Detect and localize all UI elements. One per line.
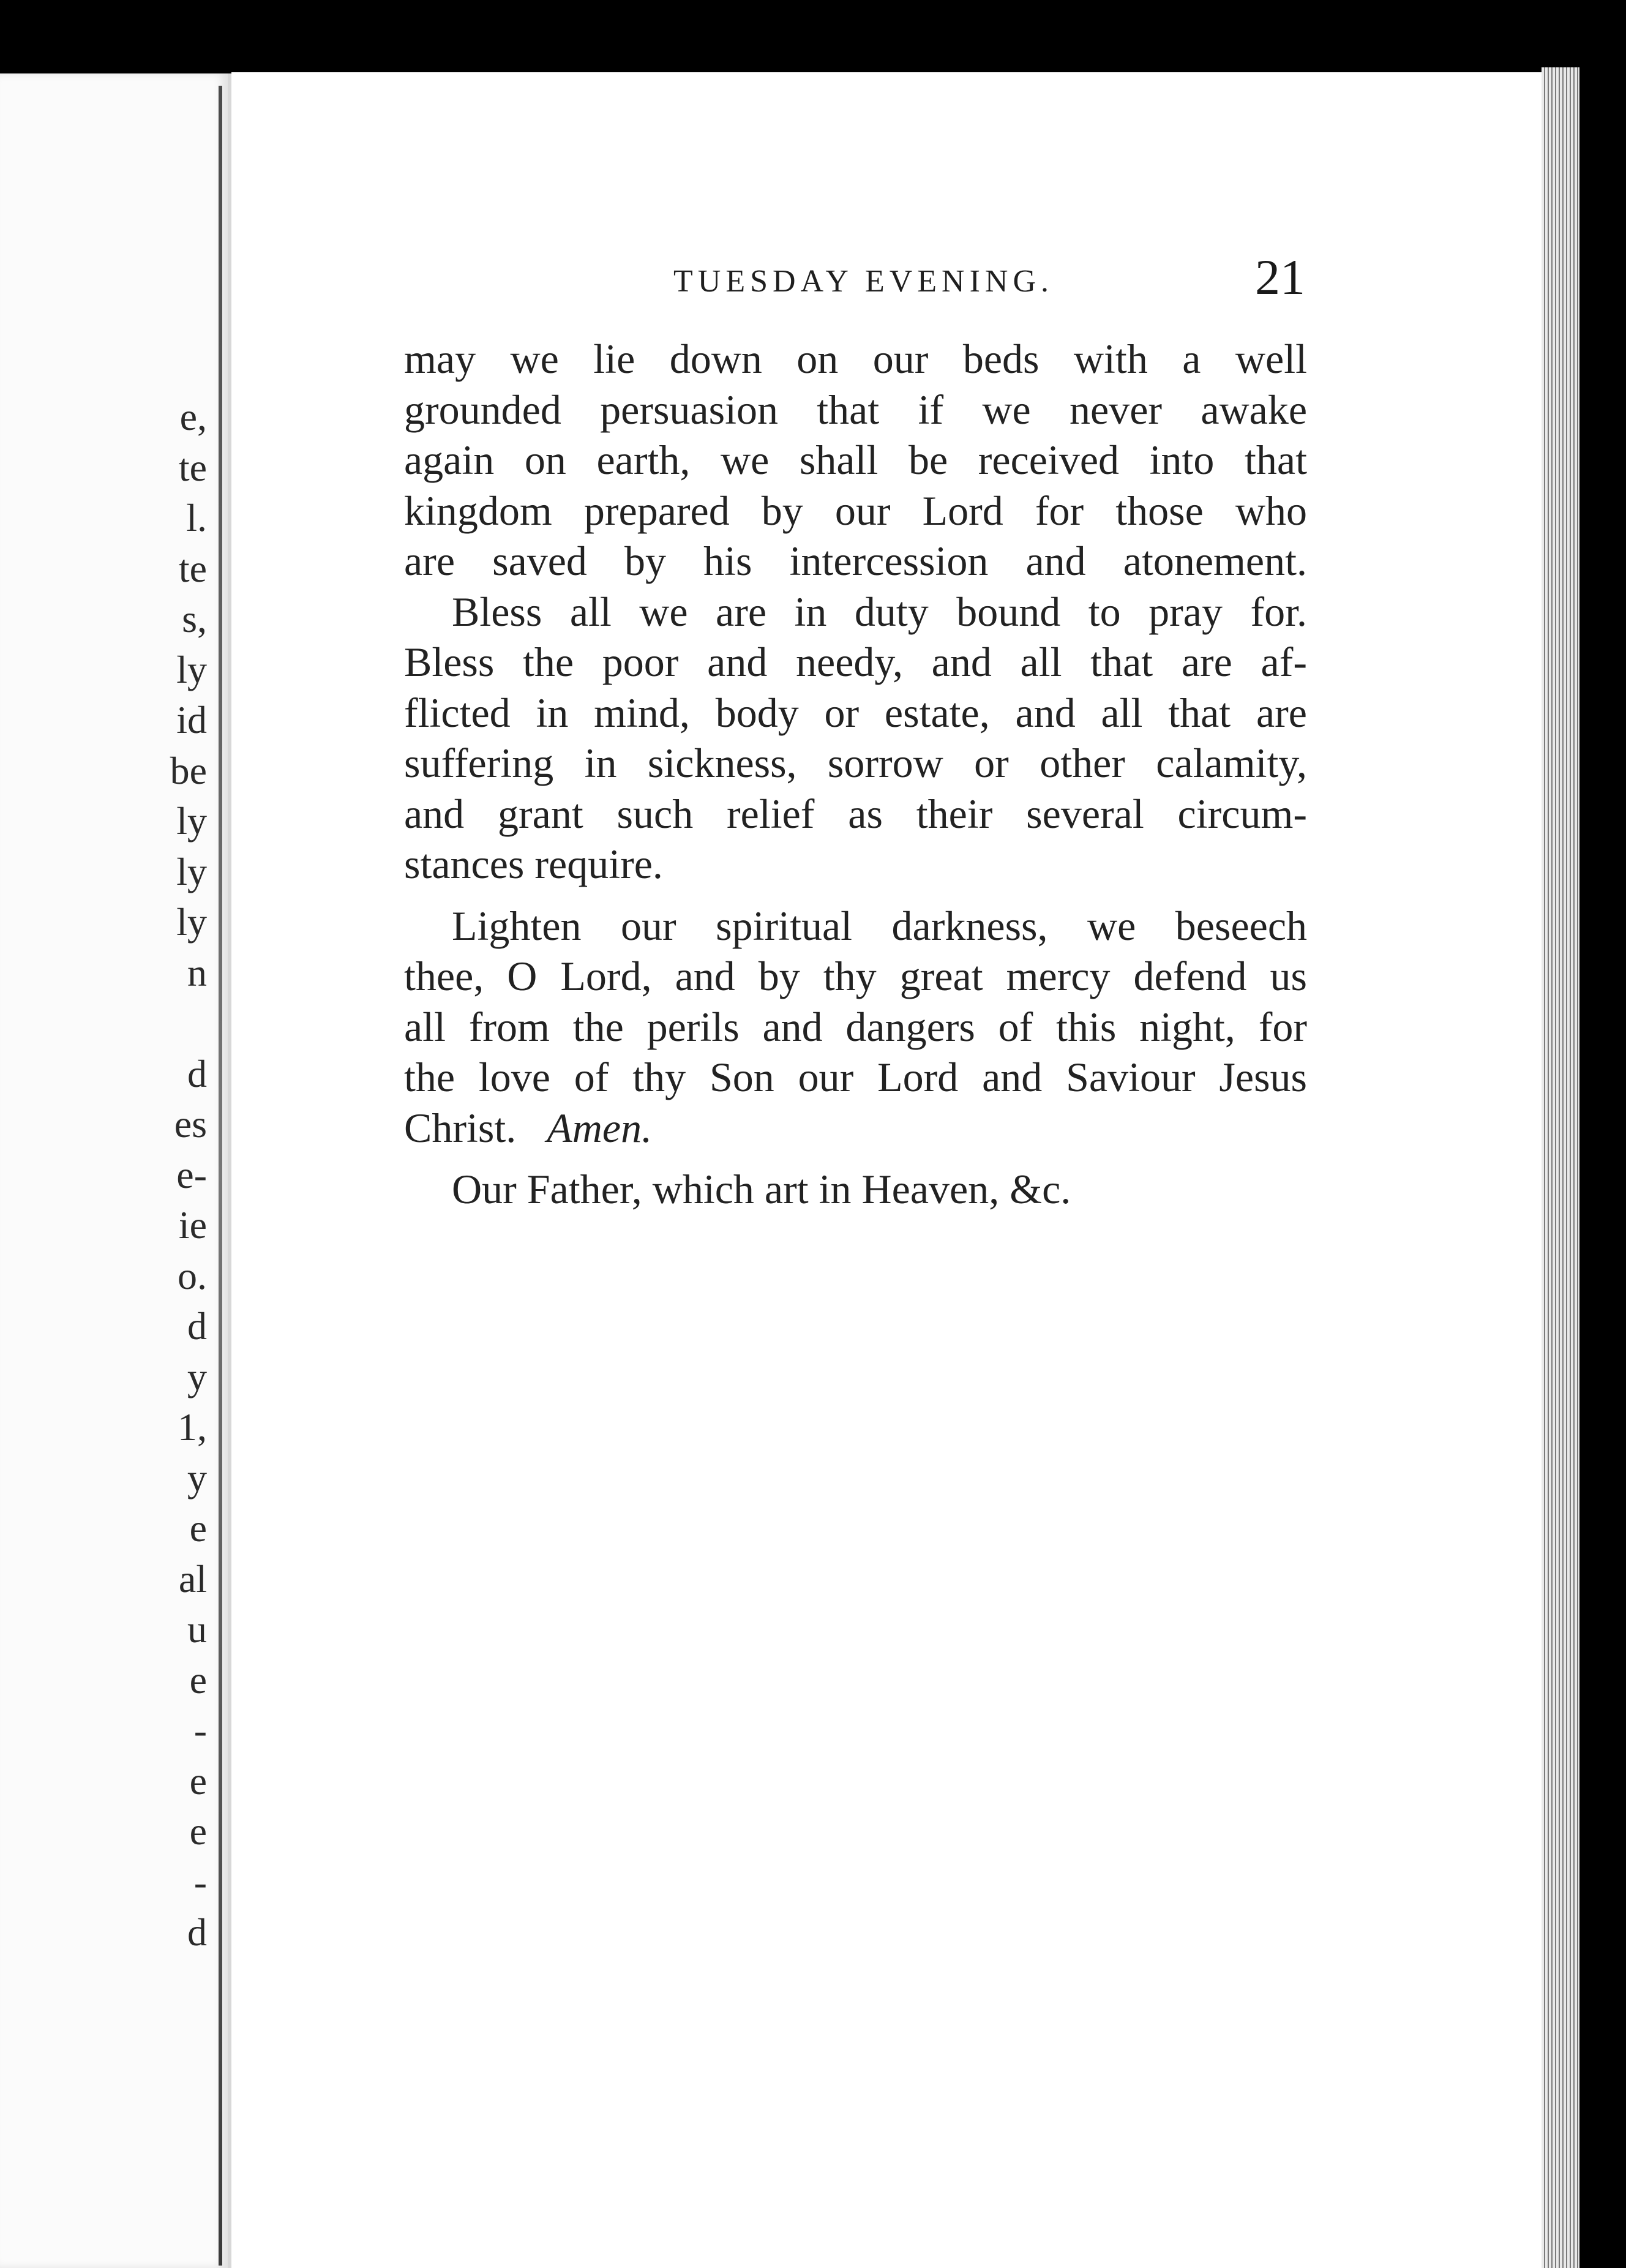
fragment: y: [187, 1354, 207, 1399]
fragment: d: [187, 1051, 207, 1095]
page-number: 21: [1255, 249, 1305, 305]
page-edges: [1542, 67, 1579, 2268]
fragment: ly: [176, 799, 207, 843]
text-line: may we lie down on our beds with a well: [404, 336, 1307, 382]
fragment: [170, 998, 207, 1049]
page-body: [404, 334, 1307, 1215]
fragment: e,: [179, 395, 207, 438]
text-line: suffering in sickness, sorrow or other calamity,: [404, 740, 1307, 786]
fragment: e: [189, 1506, 207, 1550]
text-line: again on earth, we shall be received into that: [404, 437, 1307, 483]
fragment: ly: [176, 900, 207, 944]
fragment: al: [178, 1556, 207, 1601]
fragment: 1,: [178, 1405, 207, 1449]
fragment: o.: [178, 1253, 207, 1297]
text-line: Bless the poor and needy, and all that are af-: [404, 639, 1307, 685]
text-line: kingdom prepared by our Lord for those who: [404, 487, 1307, 534]
amen: Amen.: [547, 1104, 653, 1151]
paragraph: [404, 1164, 1307, 1215]
running-title: TUESDAY EVENING.: [673, 264, 1054, 299]
text-line: Lighten our spiritual darkness, we beseech: [452, 902, 1307, 949]
fragment: u: [187, 1607, 207, 1651]
fragment: n: [187, 950, 207, 994]
fragment: s,: [182, 597, 207, 640]
paragraph: [404, 587, 1307, 890]
closing-line: Our Father, which art in Heaven, &c.: [452, 1166, 1071, 1212]
book-gutter: [219, 86, 222, 2266]
fragment: -: [193, 1708, 207, 1752]
text-line: all from the perils and dangers of this night, for: [404, 1003, 1307, 1050]
text-line: stances require.: [404, 841, 663, 887]
paragraph: [404, 901, 1307, 1154]
paragraph: [404, 334, 1307, 587]
previous-page: [0, 73, 231, 2268]
fragment: l.: [186, 496, 207, 539]
fragment: te: [178, 546, 207, 590]
fragment: te: [178, 445, 207, 489]
text-line: grounded persuasion that if we never awake: [404, 386, 1307, 433]
fragment: y: [187, 1455, 207, 1500]
text-line: thee, O Lord, and by thy great mercy defend us: [404, 953, 1307, 999]
fragment: be: [170, 748, 207, 792]
fragment: es: [174, 1102, 207, 1146]
fragment: ly: [176, 849, 207, 893]
fragment: e: [189, 1759, 207, 1803]
fragment: d: [187, 1910, 207, 1954]
fragment: ie: [178, 1203, 207, 1247]
text-line: are saved by his intercession and atonement.: [404, 538, 1307, 584]
text-line: the love of thy Son our Lord and Saviour Jesus: [404, 1054, 1307, 1100]
fragment: e: [189, 1809, 207, 1853]
text-line: and grant such relief as their several circum-: [404, 790, 1307, 837]
last-line-text: Christ.: [404, 1104, 517, 1151]
text-line: Bless all we are in duty bound to pray for.: [452, 588, 1307, 635]
text-line: [404, 1103, 1307, 1154]
previous-page-text-fragments: [170, 392, 207, 1958]
fragment: id: [176, 698, 207, 742]
text-line: flicted in mind, body or estate, and all that are: [404, 689, 1307, 736]
fragment: d: [187, 1304, 207, 1348]
fragment: e-: [176, 1152, 207, 1196]
fragment: -: [193, 1860, 207, 1904]
fragment: e: [189, 1658, 207, 1702]
fragment: ly: [176, 647, 207, 691]
